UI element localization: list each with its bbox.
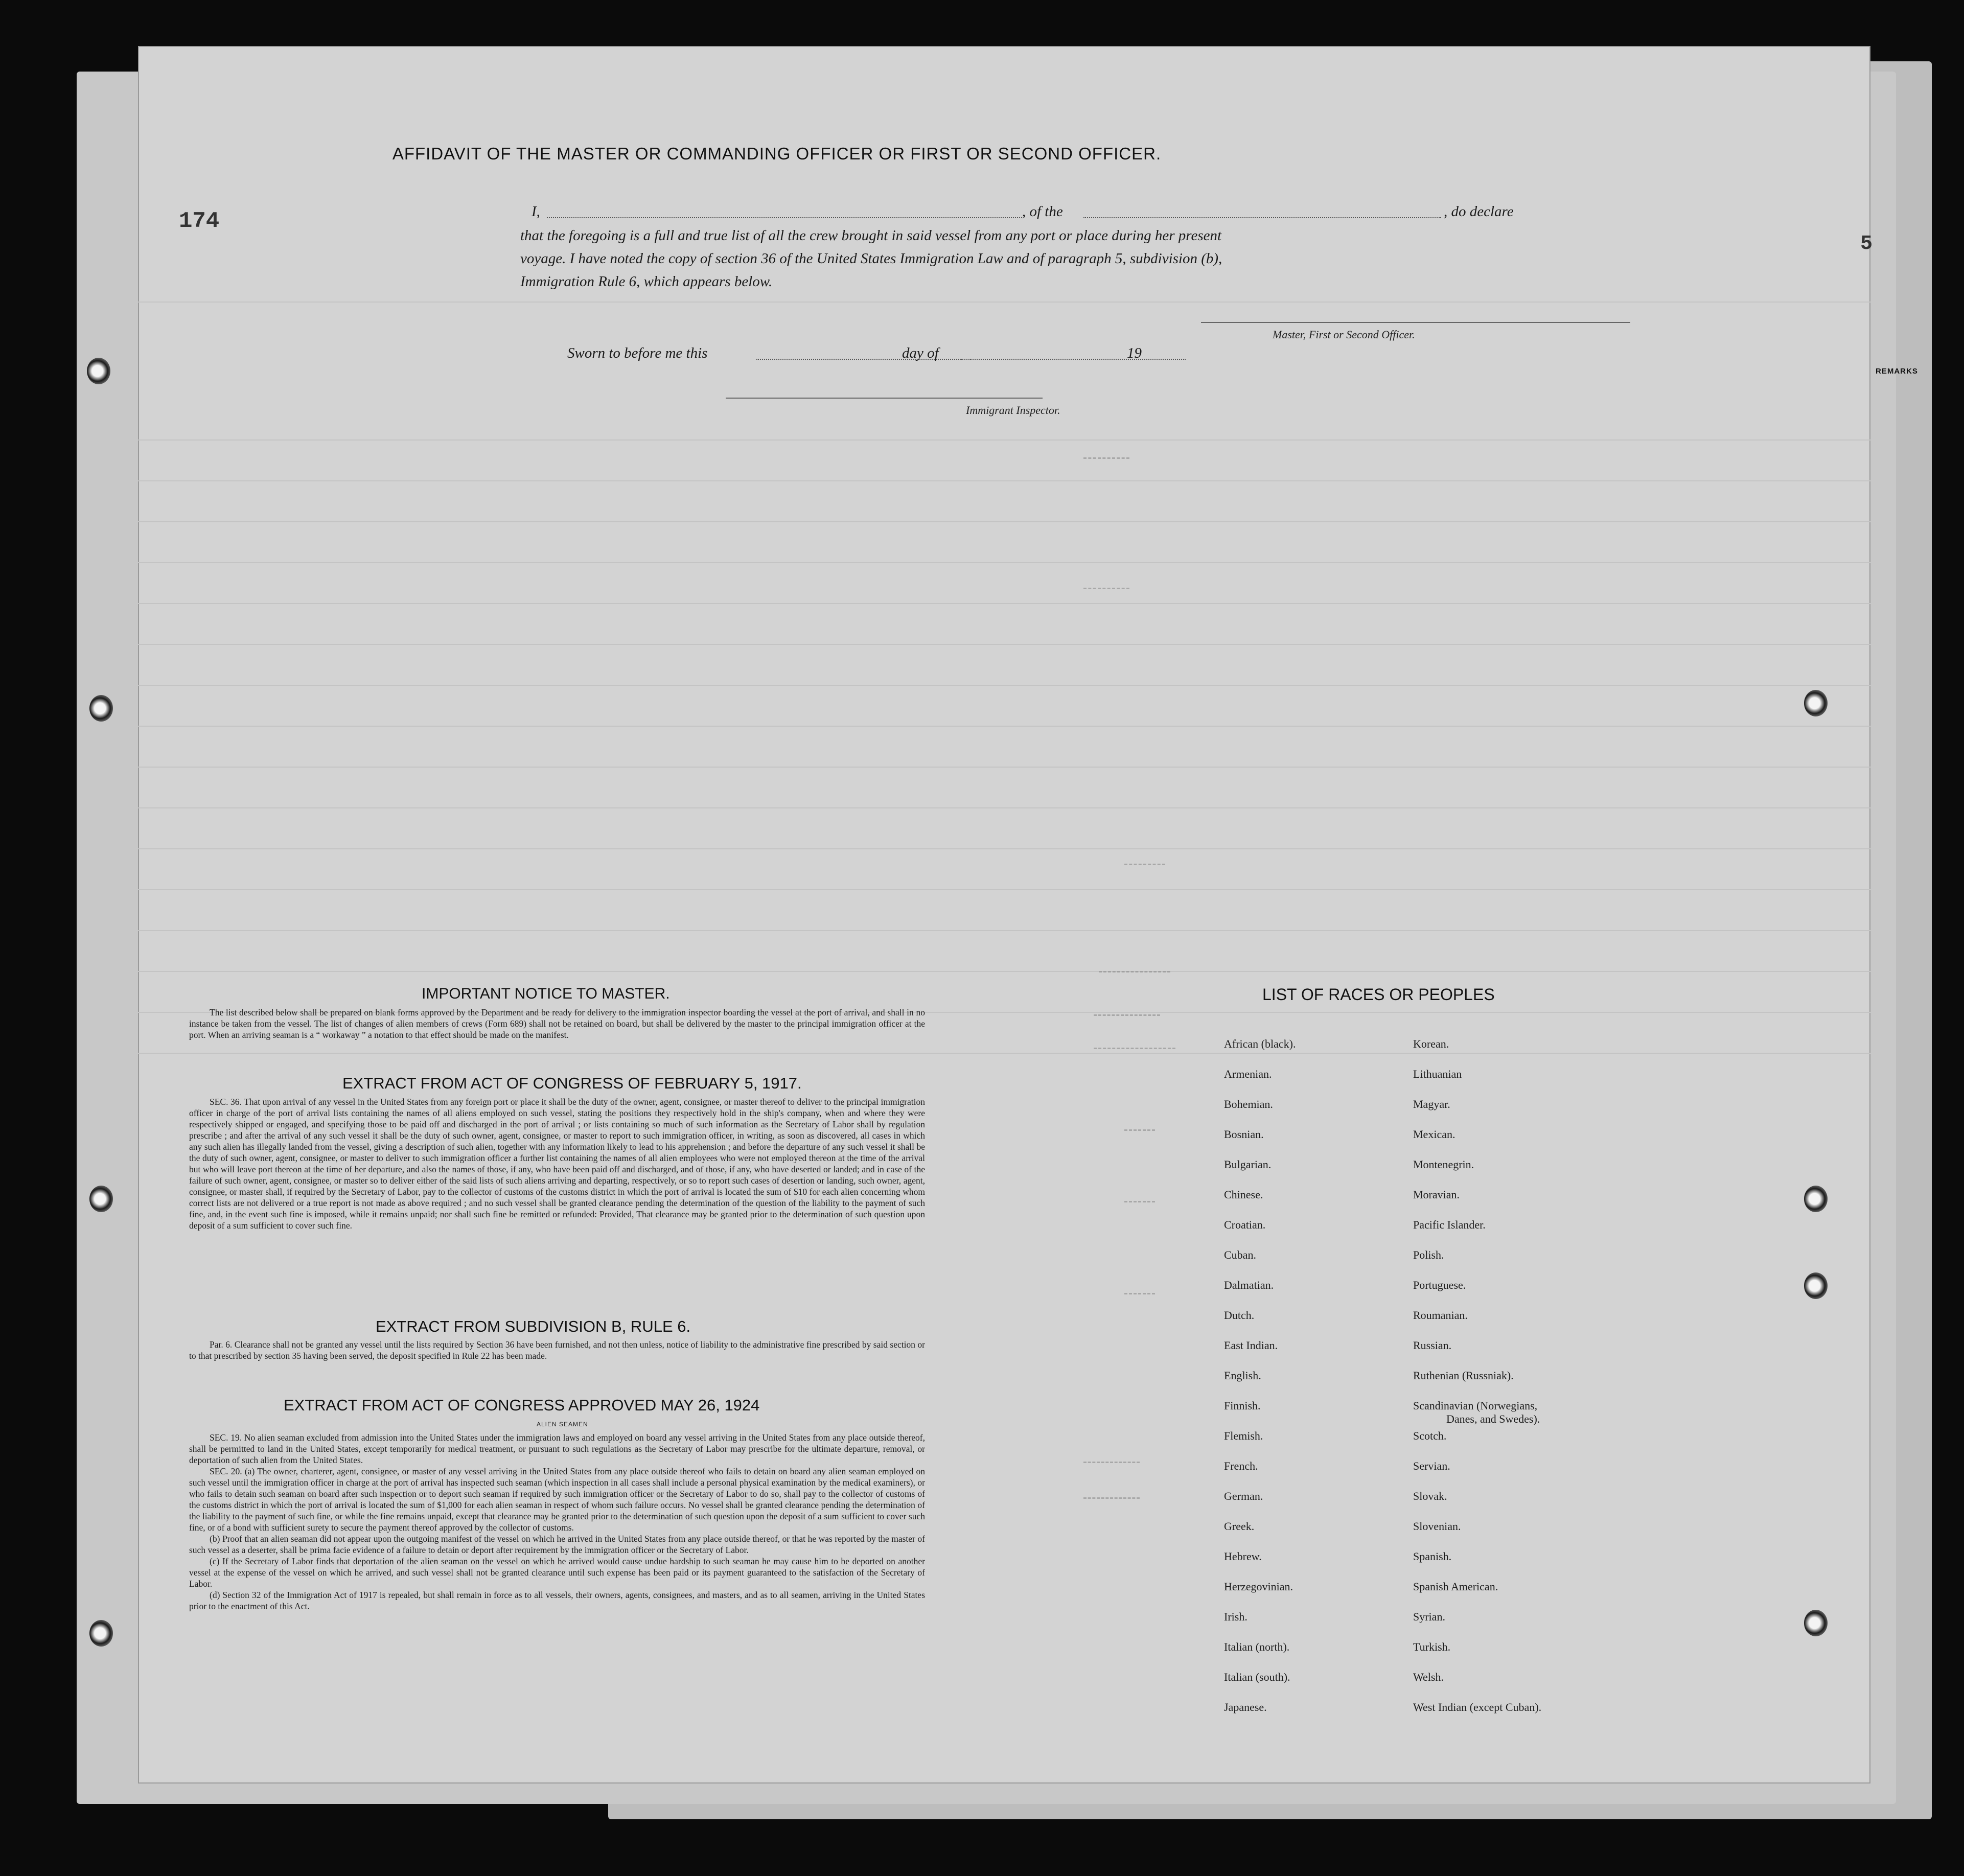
race-item: Finnish. xyxy=(1224,1399,1261,1412)
declare-i: I, xyxy=(532,203,540,220)
par-6-paragraph: Par. 6. Clearance shall not be granted any vessel until the lists required by Section 36 have been furnished, and not then unless, notice of liability to the administrative fine prescribed by said section or to that prescribed by section 35 having been served, the deposit specified in Rule 22 has been made. xyxy=(189,1339,925,1361)
race-item: Korean. xyxy=(1413,1037,1449,1050)
declare-do-declare: , do declare xyxy=(1444,203,1514,220)
race-item: Welsh. xyxy=(1413,1671,1444,1683)
race-item: Spanish. xyxy=(1413,1550,1452,1563)
race-item: Portuguese. xyxy=(1413,1279,1466,1291)
race-item: Herzegovinian. xyxy=(1224,1580,1293,1593)
extract-1917-title: EXTRACT FROM ACT OF CONGRESS OF FEBRUARY 5, 1917. xyxy=(342,1074,802,1092)
race-item: Roumanian. xyxy=(1413,1309,1468,1322)
race-item: Italian (north). xyxy=(1224,1640,1290,1653)
extract-1917-text xyxy=(189,1096,925,1231)
race-item: Chinese. xyxy=(1224,1188,1263,1201)
ghost-mark xyxy=(1124,1201,1155,1207)
ghost-mark xyxy=(1094,1014,1160,1020)
master-signature-line xyxy=(1201,322,1630,323)
stamp-number: 174 xyxy=(179,209,220,234)
sec-20b-paragraph: (b) Proof that an alien seaman did not appear upon the outgoing manifest of the vessel on which he arrived in the United States from any place outside thereof, or that he was reported by the master of such vessel as a deserter, shall be prima facie evidence of a failure to detain or deport after requirement by the immigration officer or the Secretary of Labor. xyxy=(189,1534,925,1555)
race-item: Pacific Islander. xyxy=(1413,1218,1486,1231)
punch-hole xyxy=(89,1186,113,1212)
race-item: East Indian. xyxy=(1224,1339,1278,1352)
races-title: LIST OF RACES OR PEOPLES xyxy=(1262,985,1495,1004)
race-item: Scotch. xyxy=(1413,1429,1447,1442)
year-text: 19 xyxy=(1127,345,1142,361)
ghost-mark xyxy=(1083,1462,1140,1467)
race-item: Magyar. xyxy=(1413,1098,1450,1110)
race-item: French. xyxy=(1224,1460,1258,1472)
race-item: Montenegrin. xyxy=(1413,1158,1474,1171)
race-item: Slovak. xyxy=(1413,1490,1447,1502)
race-item: Moravian. xyxy=(1413,1188,1460,1201)
declaration-line-4: Immigration Rule 6, which appears below. xyxy=(520,273,773,290)
race-item: Bulgarian. xyxy=(1224,1158,1272,1171)
race-item: Spanish American. xyxy=(1413,1580,1498,1593)
race-item: Scandinavian (Norwegians, xyxy=(1413,1399,1538,1412)
sworn-month-line xyxy=(961,359,1186,360)
master-signature-label: Master, First or Second Officer. xyxy=(1273,328,1415,341)
ghost-mark xyxy=(1083,457,1129,463)
extract-1924-text xyxy=(189,1432,925,1612)
race-item: Danes, and Swedes). xyxy=(1446,1412,1540,1425)
race-item: Dutch. xyxy=(1224,1309,1255,1322)
race-item: Ruthenian (Russniak). xyxy=(1413,1369,1514,1382)
notice-text xyxy=(189,1007,925,1040)
race-item: Russian. xyxy=(1413,1339,1452,1352)
race-item: Bosnian. xyxy=(1224,1128,1264,1141)
sworn-text: Sworn to before me this xyxy=(567,345,708,361)
ghost-mark xyxy=(1083,1497,1140,1503)
race-item: African (black). xyxy=(1224,1037,1296,1050)
race-item: Turkish. xyxy=(1413,1640,1451,1653)
ghost-mark xyxy=(1094,1048,1175,1053)
race-item: German. xyxy=(1224,1490,1263,1502)
declaration-line-3: voyage. I have noted the copy of section 36 of the United States Immigration Law and of paragraph 5, subdivision (b), xyxy=(520,250,1222,267)
race-item: West Indian (except Cuban). xyxy=(1413,1701,1542,1713)
notice-paragraph: The list described below shall be prepared on blank forms approved by the Department and be ready for delivery to the immigration inspector boarding the vessel at the port of arrival, and shall in no instance be taken from the vessel. The list of changes of alien members of crews (Form 689) shall not be retained on board, but shall be delivered by the master to the principal immigration officer at the port. When an arriving seaman is a “ workaway ” a notation to that effect should be made on the manifest. xyxy=(189,1007,925,1040)
race-item: English. xyxy=(1224,1369,1261,1382)
sec-20d-paragraph: (d) Section 32 of the Immigration Act of 1917 is repealed, but shall remain in force as to all vessels, their owners, agents, consignees, and masters, and as to all seamen, arriving in the United States prior to the enactment of this Act. xyxy=(189,1590,925,1611)
ghost-mark xyxy=(1083,588,1129,593)
race-item: Servian. xyxy=(1413,1460,1450,1472)
race-item: Japanese. xyxy=(1224,1701,1267,1713)
race-item: Greek. xyxy=(1224,1520,1255,1533)
affidavit-title: AFFIDAVIT OF THE MASTER OR COMMANDING OFFICER OR FIRST OR SECOND OFFICER. xyxy=(392,144,1162,163)
inspector-signature-label: Immigrant Inspector. xyxy=(966,404,1060,416)
side-number: 5 xyxy=(1860,233,1873,256)
manifest-page xyxy=(138,46,1918,1784)
sworn-day-line xyxy=(756,359,971,360)
race-item: Cuban. xyxy=(1224,1248,1256,1261)
ghost-mark xyxy=(1124,1293,1155,1299)
race-item: Syrian. xyxy=(1413,1610,1445,1623)
race-item: Polish. xyxy=(1413,1248,1444,1261)
rule-6-text xyxy=(189,1339,925,1361)
sec-20a-paragraph: SEC. 20. (a) The owner, charterer, agent, consignee, or master of any vessel arriving in the United States from any place outside thereof who fails to detain on board any alien seaman employed on such vessel until the immigration officer in charge at the port of arrival has inspected such seaman (which inspection in all cases shall include a personal physical examination by the medical examiners), or who fails to detain such seaman on board after such inspection or to deport such seaman if required by such immigration officer or the Secretary of Labor to do so, shall pay to the collector of customs of the customs district in which the port of arrival is located the sum of $1,000 for each alien seaman in respect of whom such failure occurs. No vessel shall be granted clearance pending the determination of the liability to the payment of such fine, or while the fine remains unpaid, except that clearance may be granted prior to the determination of such question upon the deposit of a sum sufficient to cover such fine, or of a bond with sufficient surety to secure the payment thereof approved by the collector of customs. xyxy=(189,1466,925,1533)
punch-hole xyxy=(1804,1610,1828,1636)
name-fill-line xyxy=(547,217,1022,218)
race-item: Lithuanian xyxy=(1413,1068,1462,1080)
race-item: Bohemian. xyxy=(1224,1098,1273,1110)
race-item: Hebrew. xyxy=(1224,1550,1262,1563)
ghost-mark xyxy=(1099,971,1170,977)
sec-19-paragraph: SEC. 19. No alien seaman excluded from admission into the United States under the immigration laws and employed on board any vessel arriving in the United States from any place outside thereof, shall be permitted to land in the United States, except temporarily for medical treatment, or pursuant to such regulations as the Secretary of Labor may prescribe for the ultimate departure, removal, or deportation of such alien from the United States. xyxy=(189,1432,925,1465)
extract-1924-title: EXTRACT FROM ACT OF CONGRESS APPROVED MAY 26, 1924 xyxy=(284,1396,760,1414)
inspector-signature-line xyxy=(726,398,1043,399)
punch-hole xyxy=(89,695,113,722)
punch-hole xyxy=(1804,690,1828,716)
ghost-mark xyxy=(1124,864,1165,869)
sec-20c-paragraph: (c) If the Secretary of Labor finds that deportation of the alien seaman on the vessel on which he arrived would cause undue hardship to such seaman he may cause him to be deported on another vessel at the expense of the vessel on which he arrived, and such vessel shall not be granted clearance until such expense has been paid or its payment guaranteed to the satisfaction of the Secretary of Labor. xyxy=(189,1556,925,1589)
race-item: Armenian. xyxy=(1224,1068,1272,1080)
rule-6-title: EXTRACT FROM SUBDIVISION B, RULE 6. xyxy=(376,1317,691,1335)
punch-hole xyxy=(1804,1272,1828,1299)
remarks-header: REMARKS xyxy=(1876,367,1918,376)
notice-title: IMPORTANT NOTICE TO MASTER. xyxy=(422,985,670,1002)
day-of-text: day of xyxy=(902,345,939,361)
vessel-fill-line xyxy=(1083,217,1441,218)
sec-36-paragraph: SEC. 36. That upon arrival of any vessel in the United States from any foreign port or place it shall be the duty of the owner, agent, consignee, or master thereof to deliver to the principal immigration officer in charge of the port of arrival lists containing the names of all aliens employed on such vessel, stating the positions they respectively hold in the ship's company, when and where they were respectively shipped or engaged, and specifying those to be paid off and discharged in the port of arrival ; or lists containing so much of such information as the Secretary of Labor shall by regulation prescribe ; and after the arrival of any such vessel it shall be the duty of such owner, agent, consignee, or master to report to such immigration officer, in writing, as soon as discovered, all cases in which any such alien has illegally landed from the vessel, giving a description of such alien, together with any information likely to lead to his apprehension ; and before the departure of any such vessel it shall be the duty of such owner, agent, consignee, or master to deliver to such immigration officer a further list containing the names of all alien employees who were not employed thereon at the time of the arrival but who will leave port thereon at the time of her departure, and also the names of those, if any, who have been paid off and discharged, and of those, if any, who have deserted or landed; and in case of the failure of such owner, agent, consignee, or master so to deliver either of the said lists of such aliens arriving and departing, respectively, or so to report such cases of desertion or landing, such owner, agent, consignee, or master shall, if required by the Secretary of Labor, pay to the collector of customs of the customs district in which the port of arrival is located the sum of $10 for each alien concerning whom correct lists are not delivered or a true report is not made as above required ; and no such vessel shall be granted clearance pending the determination of the question of the liability to the payment of such fine, and, in the event such fine is imposed, while it remains unpaid; nor shall such fine be remitted or refunded: Provided, That clearance may be granted prior to the determination of such question upon deposit of a sum sufficient to cover such fine. xyxy=(189,1097,925,1231)
punch-hole xyxy=(1804,1186,1828,1212)
race-item: Mexican. xyxy=(1413,1128,1455,1141)
race-item: Croatian. xyxy=(1224,1218,1266,1231)
punch-hole xyxy=(89,1620,113,1647)
ghost-mark xyxy=(1124,1129,1155,1135)
race-item: Italian (south). xyxy=(1224,1671,1290,1683)
punch-hole xyxy=(87,358,110,384)
race-item: Flemish. xyxy=(1224,1429,1263,1442)
declaration-line-2: that the foregoing is a full and true list of all the crew brought in said vessel from any port or place during her present xyxy=(520,227,1222,244)
race-item: Irish. xyxy=(1224,1610,1247,1623)
alien-seamen-subtitle: ALIEN SEAMEN xyxy=(537,1421,588,1428)
declare-of-the: , of the xyxy=(1022,203,1063,220)
race-item: Slovenian. xyxy=(1413,1520,1461,1533)
race-item: Dalmatian. xyxy=(1224,1279,1274,1291)
